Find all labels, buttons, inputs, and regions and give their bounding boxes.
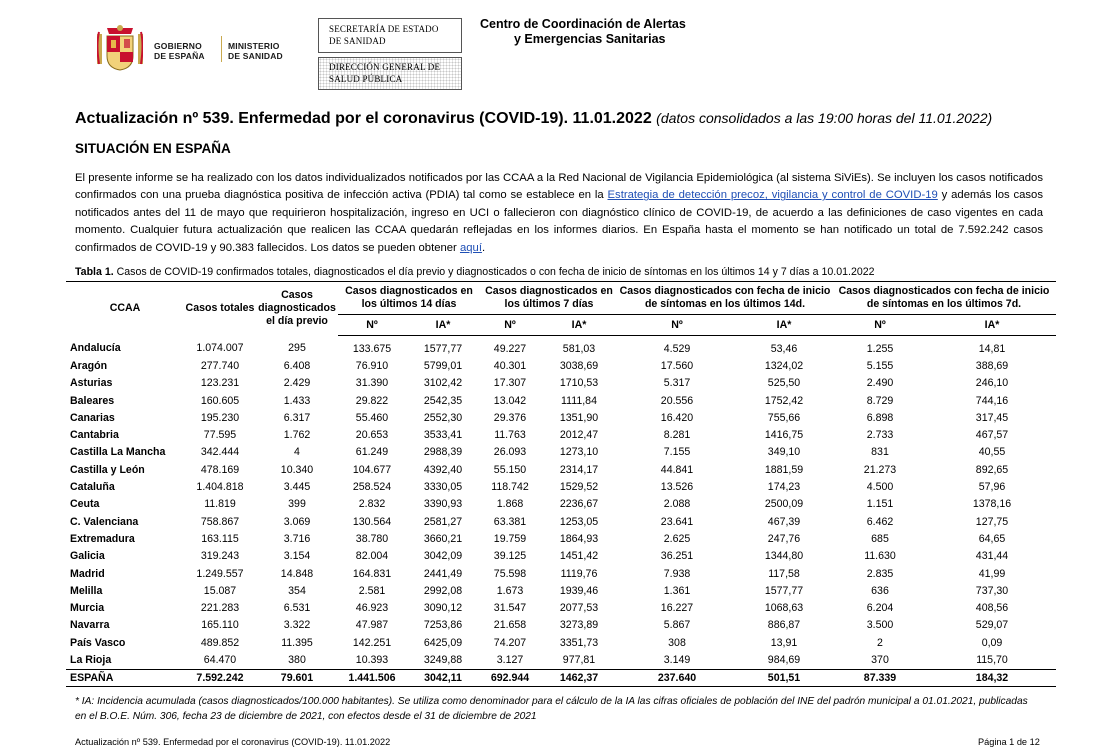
gobierno-text: GOBIERNO DE ESPAÑA	[154, 41, 205, 61]
ccaa-cell: Canarias	[70, 411, 115, 424]
ccaa-cell: Aragón	[70, 359, 108, 372]
value-cell: 7.155	[663, 446, 691, 459]
value-cell: 36.251	[660, 550, 694, 563]
value-cell: 5799,01	[423, 359, 463, 372]
value-cell: 3.069	[283, 515, 311, 528]
value-cell: 317,45	[975, 411, 1009, 424]
value-cell: 1.673	[496, 584, 524, 597]
table-row	[66, 496, 1056, 513]
value-cell: 61.249	[355, 446, 389, 459]
value-cell: 2542,35	[423, 394, 463, 407]
ccaa-cell: Cataluña	[70, 481, 115, 494]
value-cell: 886,87	[767, 619, 801, 632]
value-cell: 1273,10	[559, 446, 599, 459]
value-cell: 11.395	[281, 636, 313, 649]
value-cell: 13,91	[770, 636, 798, 649]
value-cell: 8.281	[663, 429, 691, 442]
table-row	[66, 461, 1056, 478]
value-cell: 11.819	[204, 498, 236, 511]
table-row	[66, 409, 1056, 426]
value-cell: 1939,46	[559, 584, 599, 597]
value-cell: 237.640	[618, 669, 736, 686]
value-cell: 984,69	[767, 653, 801, 666]
value-cell: 5.317	[663, 377, 691, 390]
value-cell: 2.429	[283, 377, 311, 390]
header-n: Nº	[480, 315, 540, 336]
table-row	[66, 548, 1056, 565]
header-14-dias: Casos diagnosticados en los últimos 14 días	[338, 282, 480, 315]
value-cell: 1378,16	[972, 498, 1012, 511]
government-logo	[97, 24, 307, 72]
value-cell: 21.273	[863, 463, 897, 476]
value-cell: 174,23	[767, 481, 801, 494]
value-cell: 1577,77	[423, 342, 463, 355]
value-cell: 1.441.506	[338, 669, 406, 686]
value-cell: 744,16	[975, 394, 1009, 407]
value-cell: 5.155	[866, 359, 894, 372]
value-cell: 1.151	[866, 498, 894, 511]
value-cell: 408,56	[975, 602, 1009, 615]
value-cell: 1462,37	[540, 669, 618, 686]
ccaa-cell: Asturias	[70, 377, 113, 390]
value-cell: 258.524	[352, 481, 392, 494]
table-row	[66, 336, 1056, 358]
value-cell: 6.531	[283, 602, 311, 615]
value-cell: 1253,05	[559, 515, 599, 528]
table-caption: Tabla 1. Casos de COVID-19 confirmados totales, diagnosticados el día previo y diagnosticados o con fecha de inicio de síntomas en los últimos 14 y 7 días a 10.01.2022	[75, 266, 875, 278]
table-row	[66, 392, 1056, 409]
table-row	[66, 565, 1056, 582]
coat-of-arms-icon	[97, 24, 143, 72]
value-cell: 47.987	[355, 619, 389, 632]
value-cell: 3660,21	[423, 532, 463, 545]
centro-coordinacion: Centro de Coordinación de Alertas y Emergencias Sanitarias	[480, 17, 686, 46]
value-cell: 44.841	[660, 463, 694, 476]
value-cell: 892,65	[975, 463, 1009, 476]
logo-divider	[221, 36, 222, 62]
value-cell: 1351,90	[559, 411, 599, 424]
value-cell: 2992,08	[423, 584, 463, 597]
value-cell: 525,50	[767, 377, 801, 390]
value-cell: 370	[871, 653, 889, 666]
value-cell: 1416,75	[764, 429, 804, 442]
ccaa-cell: Extremadura	[70, 532, 135, 545]
section-heading: SITUACIÓN EN ESPAÑA	[75, 141, 231, 156]
value-cell: 3042,09	[423, 550, 463, 563]
value-cell: 165.110	[201, 619, 239, 632]
value-cell: 7253,86	[423, 619, 463, 632]
value-cell: 7.938	[663, 567, 691, 580]
value-cell: 581,03	[562, 342, 596, 355]
value-cell: 3.500	[866, 619, 894, 632]
data-link[interactable]: aquí	[459, 241, 482, 254]
value-cell: 2581,27	[423, 515, 463, 528]
value-cell: 2012,47	[559, 429, 599, 442]
value-cell: 1752,42	[764, 394, 804, 407]
value-cell: 755,66	[767, 411, 801, 424]
value-cell: 127,75	[975, 515, 1009, 528]
value-cell: 14,81	[978, 342, 1006, 355]
value-cell: 2	[877, 636, 883, 649]
value-cell: 40,55	[978, 446, 1006, 459]
ccaa-cell: Ceuta	[70, 498, 100, 511]
value-cell: 2.625	[663, 532, 691, 545]
value-cell: 21.658	[493, 619, 527, 632]
value-cell: 3351,73	[559, 636, 599, 649]
value-cell: 277.740	[200, 359, 240, 372]
value-cell: 3.149	[663, 653, 691, 666]
value-cell: 123.231	[200, 377, 240, 390]
value-cell: 13.042	[493, 394, 527, 407]
value-cell: 1119,76	[560, 567, 598, 580]
value-cell: 4.500	[866, 481, 894, 494]
value-cell: 130.564	[352, 515, 392, 528]
ccaa-cell: Murcia	[70, 602, 105, 615]
strategy-link[interactable]: Estrategia de detección precoz, vigilancia y control de COVID-19	[607, 189, 938, 202]
ccaa-cell: Andalucía	[70, 342, 121, 355]
value-cell: 15.087	[203, 584, 237, 597]
header-7-dias: Casos diagnosticados en los últimos 7 días	[480, 282, 618, 315]
value-cell: 76.910	[355, 359, 389, 372]
value-cell: 41,99	[978, 567, 1006, 580]
value-cell: 221.283	[200, 602, 240, 615]
table-total-row	[66, 669, 1056, 686]
table-row	[66, 513, 1056, 530]
header-fecha-7: Casos diagnosticados con fecha de inicio de síntomas en los últimos 7d.	[832, 282, 1056, 315]
value-cell: 529,07	[975, 619, 1009, 632]
header-dia-previo: Casos diagnosticados el día previo	[256, 282, 338, 336]
ccaa-cell: Navarra	[70, 619, 110, 632]
ccaa-cell: Castilla y León	[70, 463, 145, 476]
value-cell: 29.822	[355, 394, 389, 407]
value-cell: 1111,84	[561, 394, 597, 407]
value-cell: 74.207	[493, 636, 527, 649]
value-cell: 2077,53	[559, 602, 599, 615]
table-row	[66, 582, 1056, 599]
value-cell: 17.560	[660, 359, 694, 372]
header-totales: Casos totales	[184, 282, 256, 336]
table-row	[66, 426, 1056, 443]
table-row	[66, 375, 1056, 392]
value-cell: 2500,09	[764, 498, 804, 511]
value-cell: 478.169	[200, 463, 240, 476]
value-cell: 308	[668, 636, 686, 649]
value-cell: 2.581	[358, 584, 386, 597]
page-footer: Actualización nº 539. Enfermedad por el coronavirus (COVID-19). 11.01.2022	[75, 737, 391, 747]
covid-cases-table	[66, 281, 1056, 687]
header-n: Nº	[338, 315, 406, 336]
value-cell: 501,51	[736, 669, 832, 686]
value-cell: 11.763	[494, 429, 526, 442]
value-cell: 2.832	[358, 498, 386, 511]
value-cell: 737,30	[975, 584, 1009, 597]
value-cell: 1068,63	[764, 602, 804, 615]
ccaa-cell: Galicia	[70, 550, 105, 563]
table-row	[66, 599, 1056, 616]
header-ia: IA*	[736, 315, 832, 336]
header-ia: IA*	[540, 315, 618, 336]
value-cell: 3042,11	[406, 669, 480, 686]
value-cell: 1710,53	[559, 377, 599, 390]
header-ia: IA*	[406, 315, 480, 336]
value-cell: 1.433	[283, 394, 311, 407]
page-number: Página 1 de 12	[978, 737, 1040, 747]
value-cell: 6.898	[866, 411, 894, 424]
value-cell: 16.227	[660, 602, 694, 615]
value-cell: 163.115	[201, 532, 239, 545]
header-n: Nº	[832, 315, 928, 336]
value-cell: 1451,42	[559, 550, 599, 563]
value-cell: 31.547	[493, 602, 527, 615]
footnote: * IA: Incidencia acumulada (casos diagnosticados/100.000 habitantes). Se utiliza como denominador para el cálculo de la IA las cifras oficiales de población del INE del padrón municipal a 01.01.2021, publicadas en el B.O.E. Núm. 306, fecha 23 de diciembre de 2021, con efectos desde el 31 de diciembre de 2021	[75, 696, 1028, 722]
value-cell: 115,70	[976, 653, 1008, 666]
table-row	[66, 651, 1056, 669]
value-cell: 1.255	[866, 342, 894, 355]
value-cell: 8.729	[866, 394, 894, 407]
value-cell: 3.716	[283, 532, 311, 545]
value-cell: 40.301	[493, 359, 527, 372]
value-cell: 354	[288, 584, 306, 597]
value-cell: 2988,39	[423, 446, 463, 459]
value-cell: 431,44	[975, 550, 1009, 563]
value-cell: 17.307	[493, 377, 527, 390]
table-row	[66, 357, 1056, 374]
header-n: Nº	[618, 315, 736, 336]
ccaa-cell: Madrid	[70, 567, 105, 580]
value-cell: 4392,40	[423, 463, 463, 476]
value-cell: 2552,30	[423, 411, 463, 424]
value-cell: 5.867	[663, 619, 691, 632]
value-cell: 467,39	[767, 515, 801, 528]
table-row	[66, 530, 1056, 547]
ccaa-cell: C. Valenciana	[70, 515, 139, 528]
value-cell: 55.460	[355, 411, 389, 424]
ccaa-cell: Castilla La Mancha	[70, 446, 166, 459]
value-cell: 118.742	[491, 481, 529, 494]
value-cell: 53,46	[770, 342, 798, 355]
value-cell: 2.835	[866, 567, 894, 580]
value-cell: 2236,67	[559, 498, 599, 511]
value-cell: 46.923	[355, 602, 389, 615]
value-cell: 388,69	[975, 359, 1009, 372]
value-cell: 75.598	[493, 567, 527, 580]
value-cell: 10.393	[355, 653, 389, 666]
value-cell: 6.204	[866, 602, 894, 615]
value-cell: 685	[871, 532, 889, 545]
value-cell: 6425,09	[423, 636, 463, 649]
value-cell: 1.074.007	[196, 342, 244, 355]
intro-paragraph: El presente informe se ha realizado con los datos individualizados notificados por las CCAA a la Red Nacional de Vigilancia Epidemiológica (al sistema SiViEs). Se incluyen los casos notificados confirmados con una prueba diagnóstica positiva de infección activa (PDIA) tal como se establece en la Estrategia de detección precoz, vigilancia y control de COVID-19 y además los casos notificados antes del 11 de mayo que requirieron hospitalización, ingreso en UCI o fallecieron con diagnóstico clínico de COVID-19, de acuerdo a las definiciones de caso vigentes en cada momento. Cualquier futura actualización que realicen las CCAA quedarán reflejadas en los informes diarios. En España hasta el momento se han notificado un total de 7.592.242 casos confirmados de COVID-19 y 90.383 fallecidos. Los datos se pueden obtener aquí.	[75, 172, 1043, 254]
value-cell: 295	[288, 342, 306, 355]
value-cell: 4	[294, 446, 300, 459]
value-cell: 380	[288, 653, 306, 666]
value-cell: 3090,12	[423, 602, 463, 615]
value-cell: 1864,93	[559, 532, 599, 545]
value-cell: 0,09	[981, 636, 1003, 649]
value-cell: 20.653	[355, 429, 389, 442]
value-cell: 3038,69	[559, 359, 599, 372]
value-cell: 29.376	[493, 411, 527, 424]
value-cell: 3390,93	[423, 498, 463, 511]
value-cell: 1.762	[283, 429, 311, 442]
header-ccaa: CCAA	[66, 282, 184, 336]
ccaa-cell: País Vasco	[70, 636, 126, 649]
value-cell: 1.361	[663, 584, 691, 597]
report-subtitle: (datos consolidados a las 19:00 horas del 11.01.2022)	[656, 110, 993, 126]
value-cell: 1577,77	[764, 584, 804, 597]
value-cell: 19.759	[493, 532, 527, 545]
value-cell: 133.675	[352, 342, 392, 355]
value-cell: 184,32	[928, 669, 1056, 686]
value-cell: 39.125	[493, 550, 527, 563]
value-cell: 3273,89	[559, 619, 599, 632]
table-row	[66, 478, 1056, 495]
ccaa-cell: Baleares	[70, 394, 115, 407]
value-cell: 1529,52	[559, 481, 599, 494]
ccaa-cell: La Rioja	[70, 653, 112, 666]
value-cell: 2314,17	[559, 463, 599, 476]
value-cell: 82.004	[355, 550, 389, 563]
ccaa-cell: ESPAÑA	[66, 669, 184, 686]
value-cell: 7.592.242	[184, 669, 256, 686]
value-cell: 38.780	[355, 532, 389, 545]
value-cell: 977,81	[562, 653, 596, 666]
value-cell: 164.831	[352, 567, 392, 580]
header-fecha-14: Casos diagnosticados con fecha de inicio de síntomas en los últimos 14d.	[618, 282, 832, 315]
value-cell: 3.445	[283, 481, 311, 494]
table-row	[66, 634, 1056, 651]
value-cell: 104.677	[352, 463, 392, 476]
value-cell: 195.230	[200, 411, 240, 424]
value-cell: 2441,49	[423, 567, 463, 580]
ministerio-text: MINISTERIO DE SANIDAD	[228, 41, 283, 61]
value-cell: 16.420	[660, 411, 694, 424]
value-cell: 692.944	[480, 669, 540, 686]
value-cell: 77.595	[203, 429, 237, 442]
value-cell: 23.641	[660, 515, 694, 528]
ccaa-cell: Melilla	[70, 584, 103, 597]
value-cell: 2.733	[866, 429, 894, 442]
value-cell: 349,10	[767, 446, 801, 459]
value-cell: 758.867	[200, 515, 240, 528]
value-cell: 13.526	[660, 481, 694, 494]
value-cell: 4.529	[663, 342, 691, 355]
table-row	[66, 617, 1056, 634]
value-cell: 3.154	[283, 550, 311, 563]
value-cell: 636	[871, 584, 889, 597]
value-cell: 1.404.818	[196, 481, 244, 494]
value-cell: 14.848	[280, 567, 314, 580]
value-cell: 31.390	[355, 377, 389, 390]
value-cell: 64,65	[978, 532, 1006, 545]
value-cell: 10.340	[280, 463, 314, 476]
value-cell: 11.630	[864, 550, 896, 563]
secretaria-box: SECRETARÍA DE ESTADO DE SANIDAD	[318, 18, 462, 53]
value-cell: 55.150	[493, 463, 527, 476]
value-cell: 467,57	[975, 429, 1009, 442]
value-cell: 489.852	[200, 636, 240, 649]
value-cell: 6.317	[283, 411, 311, 424]
ccaa-cell: Cantabria	[70, 429, 119, 442]
value-cell: 3.127	[496, 653, 524, 666]
value-cell: 2.088	[663, 498, 691, 511]
value-cell: 1.868	[496, 498, 524, 511]
value-cell: 247,76	[767, 532, 801, 545]
value-cell: 1324,02	[764, 359, 804, 372]
value-cell: 63.381	[493, 515, 527, 528]
value-cell: 319.243	[200, 550, 240, 563]
value-cell: 831	[871, 446, 889, 459]
value-cell: 342.444	[200, 446, 240, 459]
value-cell: 3330,05	[423, 481, 463, 494]
value-cell: 1881,59	[764, 463, 804, 476]
value-cell: 3533,41	[423, 429, 463, 442]
direccion-box: DIRECCIÓN GENERAL DE SALUD PÚBLICA	[318, 57, 462, 90]
value-cell: 117,58	[768, 567, 800, 580]
header-ia: IA*	[928, 315, 1056, 336]
value-cell: 57,96	[978, 481, 1006, 494]
value-cell: 64.470	[203, 653, 237, 666]
value-cell: 26.093	[493, 446, 527, 459]
value-cell: 3.322	[283, 619, 311, 632]
value-cell: 160.605	[200, 394, 240, 407]
value-cell: 49.227	[493, 342, 527, 355]
report-title: Actualización nº 539. Enfermedad por el coronavirus (COVID-19). 11.01.2022 (datos consolidados a las 19:00 horas del 11.01.2022)	[75, 110, 993, 127]
table-row	[66, 444, 1056, 461]
value-cell: 1.249.557	[196, 567, 244, 580]
value-cell: 3102,42	[423, 377, 463, 390]
value-cell: 246,10	[975, 377, 1009, 390]
value-cell: 142.251	[352, 636, 392, 649]
value-cell: 6.462	[866, 515, 894, 528]
value-cell: 20.556	[660, 394, 694, 407]
value-cell: 3249,88	[423, 653, 463, 666]
value-cell: 6.408	[283, 359, 311, 372]
value-cell: 1344,80	[764, 550, 804, 563]
value-cell: 87.339	[832, 669, 928, 686]
value-cell: 2.490	[866, 377, 894, 390]
value-cell: 79.601	[256, 669, 338, 686]
value-cell: 399	[288, 498, 306, 511]
